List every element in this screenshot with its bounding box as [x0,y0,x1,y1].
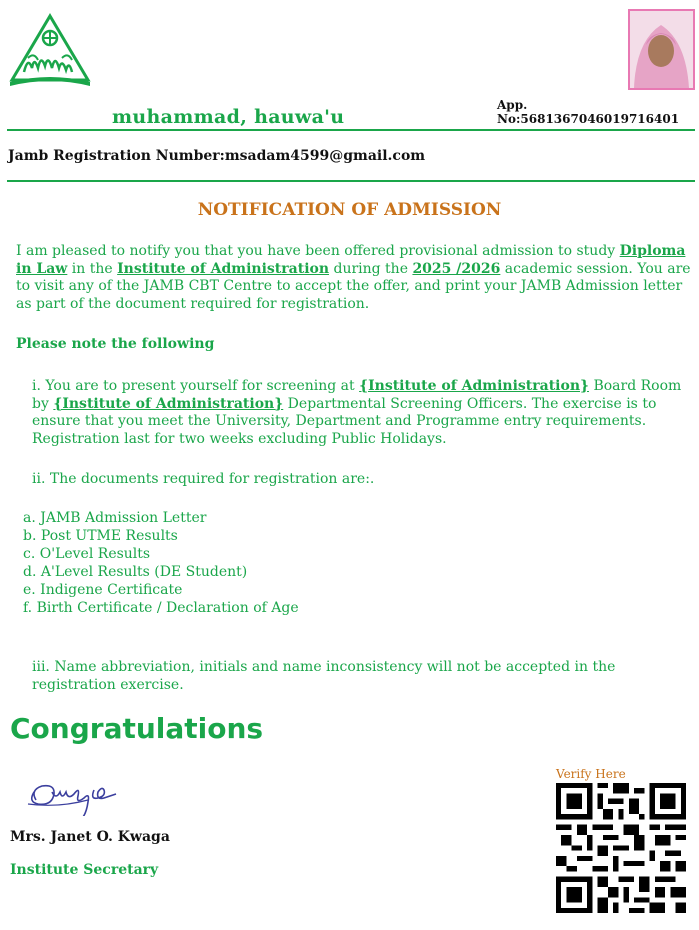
list-item: b. Post UTME Results [23,528,178,544]
university-logo [6,10,94,88]
programme-name: Diploma in Law [16,243,686,277]
divider [7,129,695,131]
screening-instruction: i. You are to present yourself for screening at {Institute of Administration} Board Room by {Institute of Administration} Departmental Screening Officers. The exercise is to ensure that you meet the University, Department and Programme entry requirements. Registration last for two weeks excluding Public Holidays. [32,378,682,447]
list-item: f. Birth Certificate / Declaration of Age [23,600,299,616]
verify-label: Verify Here [556,767,626,781]
congratulations-heading: Congratulations [10,712,264,745]
list-item: d. A'Level Results (DE Student) [23,564,248,580]
name-consistency-note: iii. Name abbreviation, initials and name inconsistency will not be accepted in the registration exercise. [32,659,616,693]
signatory-role: Institute Secretary [10,862,159,878]
documents-list [23,509,299,617]
list-item: a. JAMB Admission Letter [23,510,207,526]
signatory-name: Mrs. Janet O. Kwaga [10,829,170,845]
note-heading: Please note the following [16,336,215,352]
signature [24,770,128,816]
letter-title: NOTIFICATION OF ADMISSION [197,200,502,220]
list-item: c. O'Level Results [23,546,151,562]
divider [7,180,695,182]
candidate-name: muhammad, hauwa'u [112,106,345,128]
academic-session: 2025 /2026 [412,260,501,277]
institution-name: Institute of Administration [117,260,330,277]
jamb-registration-number: Jamb Registration Number:msadam4599@gmail.com [8,148,426,164]
application-number: App. No:5681367046019716401 [497,98,680,126]
documents-intro: ii. The documents required for registration are:. [32,471,375,487]
passport-photo [628,9,695,90]
qr-code[interactable] [556,783,686,913]
offer-paragraph: I am pleased to notify you that you have been offered provisional admission to study Diploma in Law in the Institute of Administration during the 2025 /2026 academic session. You are to visit any of the JAMB CBT Centre to accept the offer, and print your JAMB Admission letter as part of the document required for registration. [16,243,691,312]
list-item: e. Indigene Certificate [23,582,183,598]
